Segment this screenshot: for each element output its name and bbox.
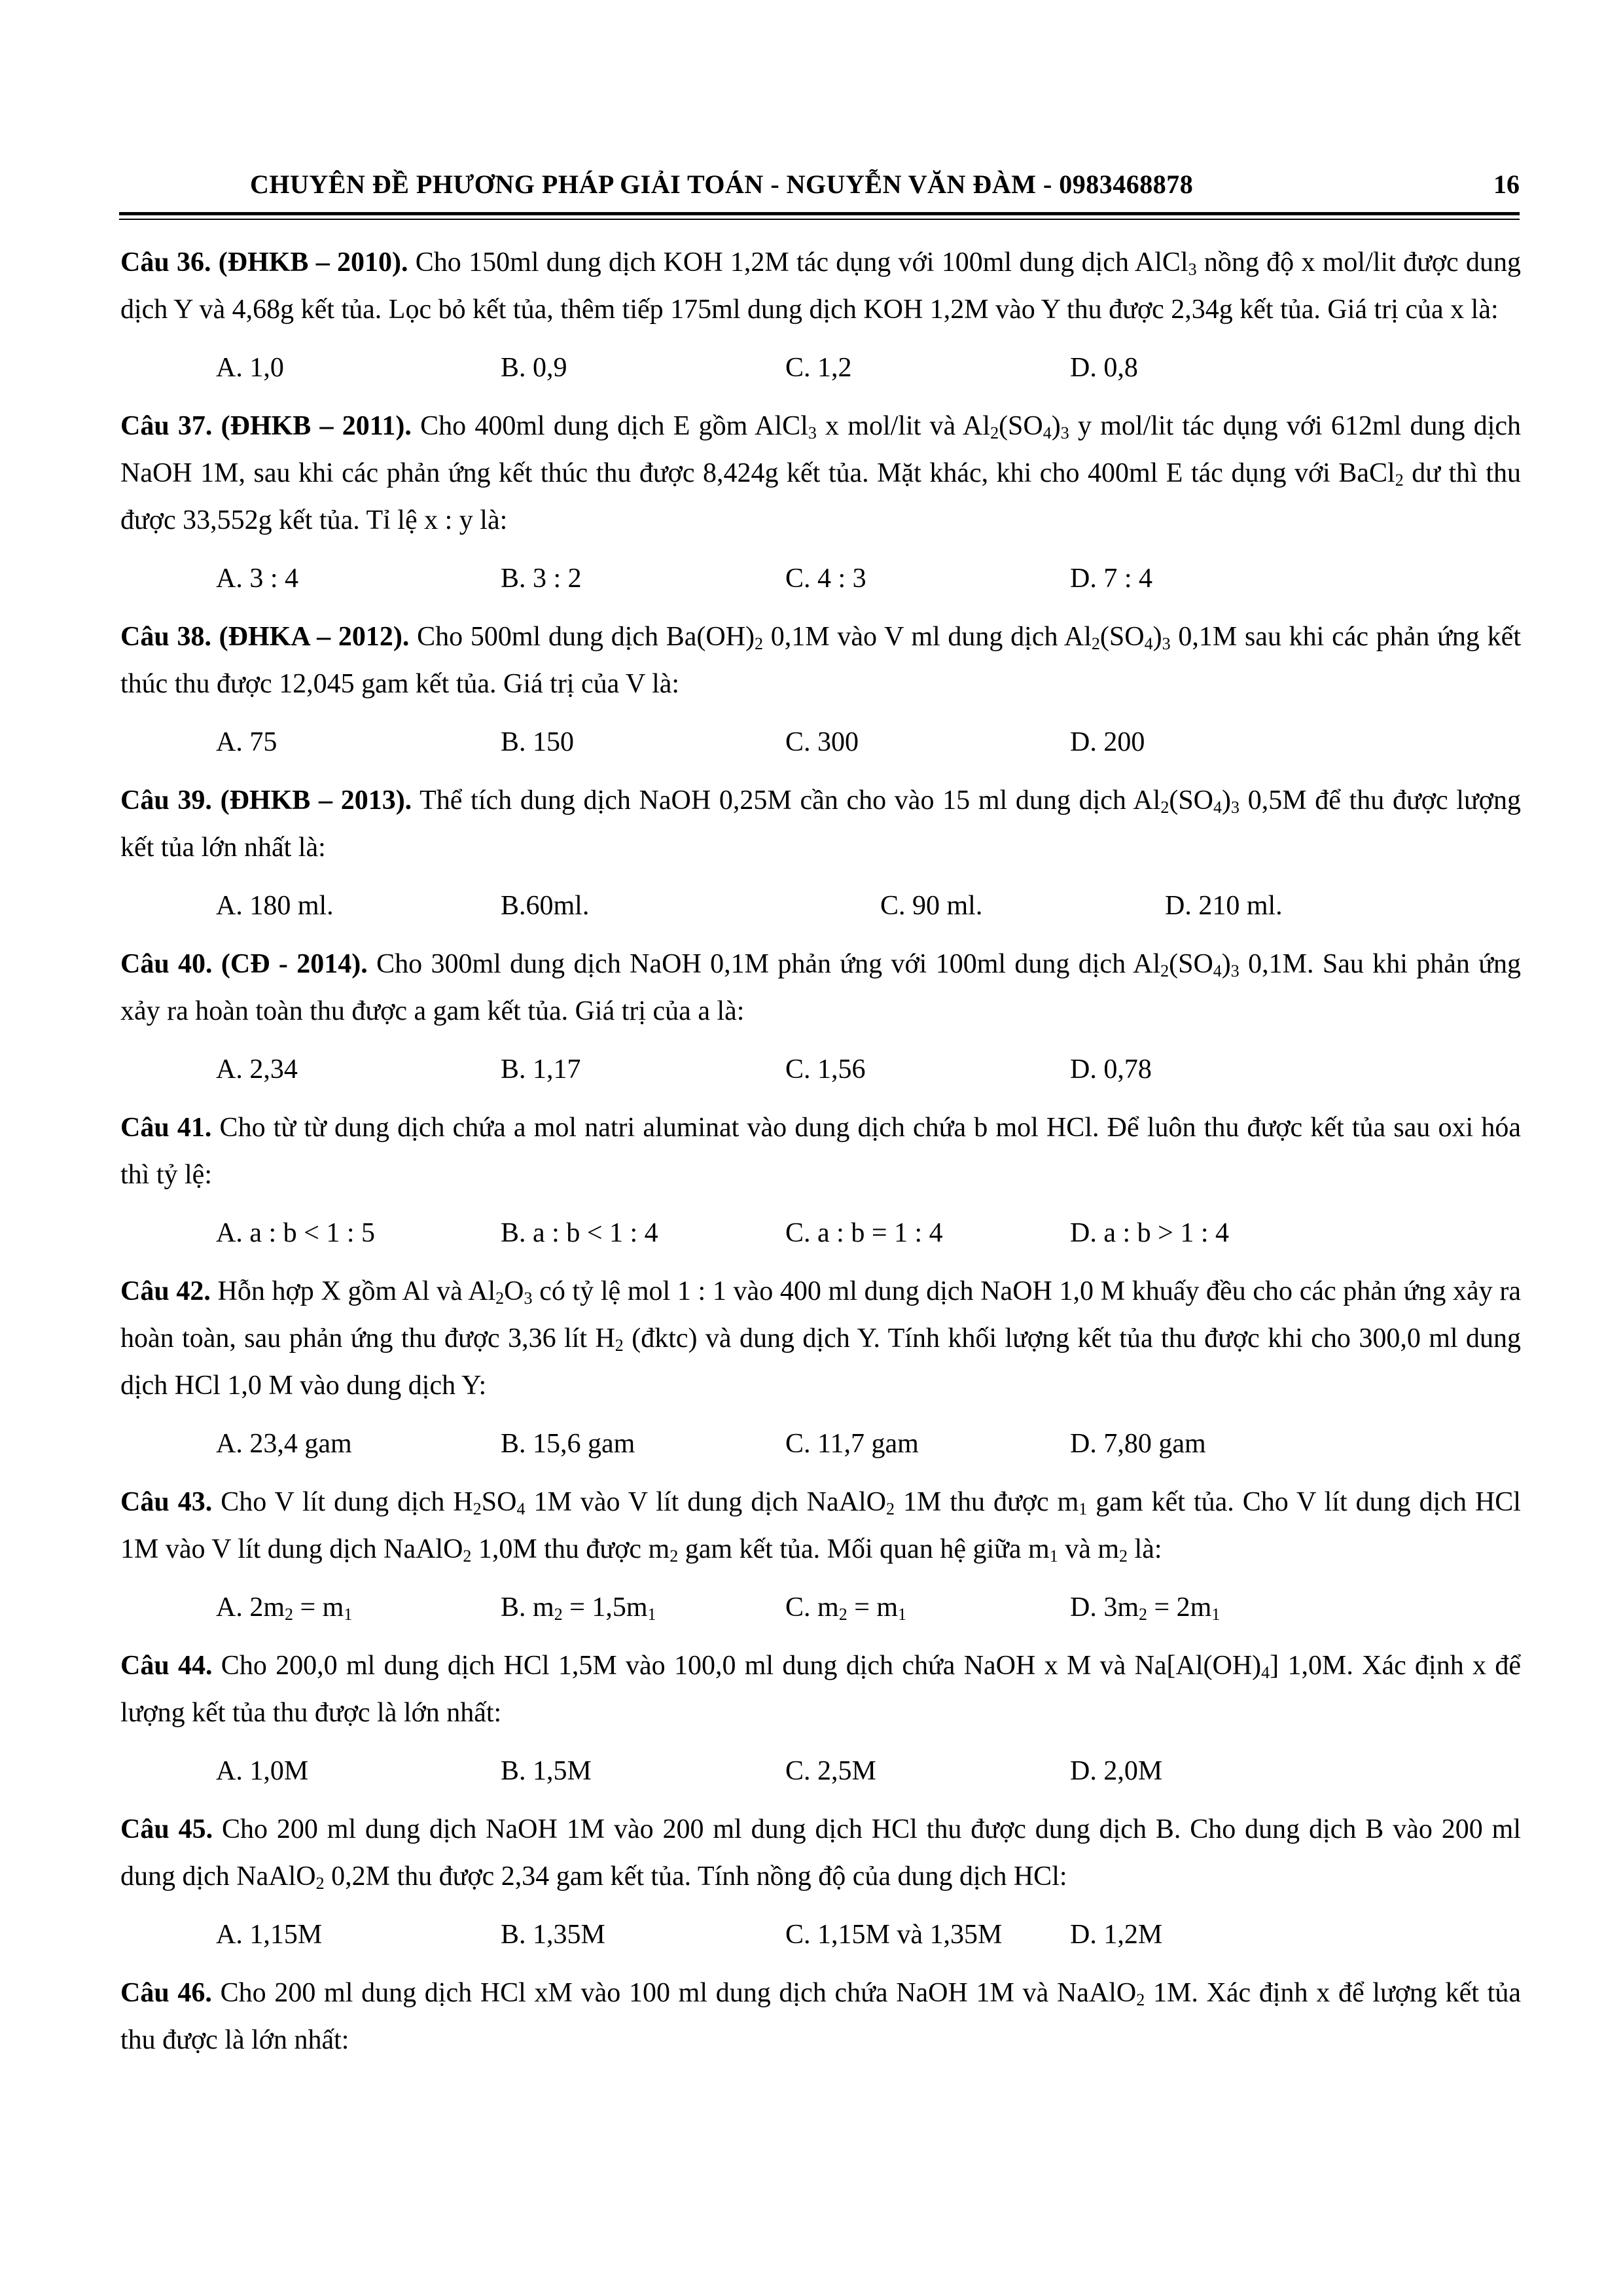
- question-label: Câu 39. (ĐHKB – 2013).: [120, 785, 412, 816]
- question-label: Câu 42.: [120, 1276, 211, 1306]
- answer-option: C. 2,5M: [785, 1756, 876, 1786]
- question-label: Câu 41.: [120, 1113, 212, 1143]
- answer-option: B.60ml.: [501, 891, 590, 921]
- question-text: Cho V lít dung dịch $H_2SO_4$ 1M vào V lít dung dịch NaAlO$_2$ 1M thu được $m_1$ gam kết tủa. Cho V lít dung dịch HCl 1M vào V lít dung dịch NaAlO$_2$ 1,0M thu được $m_2$ gam kết tủa. Mối quan hệ giữa $m_1$ và $m_2$ là:: [120, 1487, 1521, 1566]
- question-label: Câu 36. (ĐHKB – 2010).: [120, 247, 408, 278]
- answer-option: C. 90 ml.: [880, 891, 983, 921]
- answer-option: B. a : b < 1 : 4: [501, 1218, 658, 1248]
- question-text: Thể tích dung dịch NaOH 0,25M cần cho vào 15 ml dung dịch $Al_2(SO_4)_3$ 0,5M để thu được lượng kết tủa lớn nhất là:: [120, 785, 1521, 863]
- answer-options: [216, 882, 1521, 929]
- question-label: Câu 37. (ĐHKB – 2011).: [120, 411, 412, 441]
- answer-option: D. 2,0M: [1070, 1756, 1163, 1786]
- answer-option: A. 75: [216, 727, 277, 757]
- answer-option: C. 1,56: [785, 1054, 866, 1085]
- question: [120, 777, 1521, 871]
- page-header: [119, 169, 1520, 208]
- question: [120, 1479, 1521, 1573]
- answer-option: D. 7 : 4: [1070, 564, 1152, 594]
- answer-option: D. 0,8: [1070, 353, 1138, 383]
- answer-option: B. 15,6 gam: [501, 1429, 635, 1459]
- answer-option: A. 2,34: [216, 1054, 298, 1085]
- answer-option: C. 1,15M và 1,35M: [785, 1920, 1003, 1950]
- answer-options: [216, 555, 1521, 602]
- question-label: Câu 40. (CĐ - 2014).: [120, 949, 368, 979]
- question-text: Cho từ từ dung dịch chứa a mol natri aluminat vào dung dịch chứa b mol HCl. Để luôn thu được kết tủa sau oxi hóa thì tỷ lệ:: [120, 1113, 1521, 1190]
- question: [120, 941, 1521, 1035]
- answer-option: B. 3 : 2: [501, 564, 582, 594]
- answer-options: [216, 719, 1521, 766]
- answer-option: D. $3m_2 = 2m_1$: [1070, 1592, 1221, 1624]
- question-text: Hỗn hợp X gồm Al và $Al_2O_3$ có tỷ lệ mol 1 : 1 vào 400 ml dung dịch NaOH 1,0 M khuấy đều cho các phản ứng xảy ra hoàn toàn, sau phản ứng thu được 3,36 lít $H_2$ (đktc) và dung dịch Y. Tính khối lượng kết tủa thu được khi cho 300,0 ml dung dịch HCl 1,0 M vào dung dịch Y:: [120, 1276, 1521, 1401]
- question: [120, 403, 1521, 544]
- answer-option: A. 1,15M: [216, 1920, 323, 1950]
- answer-options: [216, 1584, 1521, 1631]
- answer-option: D. a : b > 1 : 4: [1070, 1218, 1229, 1248]
- answer-option: C. $m_2 = m_1$: [785, 1592, 907, 1624]
- answer-options: [216, 1748, 1521, 1795]
- question: [120, 1642, 1521, 1736]
- question-text: Cho 400ml dung dịch E gồm AlCl$_3$ x mol/lit và $Al_2(SO_4)_3$ y mol/lit tác dụng với 612ml dung dịch NaOH 1M, sau khi các phản ứng kết thúc thu được 8,424g kết tủa. Mặt khác, khi cho 400ml E tác dụng với BaCl$_2$ dư thì thu được 33,552g kết tủa. Tỉ lệ x : y là:: [120, 411, 1522, 535]
- answer-options: [216, 344, 1521, 391]
- answer-option: B. 1,35M: [501, 1920, 605, 1950]
- answer-option: A. 1,0M: [216, 1756, 309, 1786]
- answer-option: B. 0,9: [501, 353, 567, 383]
- question: [120, 1806, 1521, 1900]
- question-text: Cho 500ml dung dịch $Ba(OH)_2$ 0,1M vào V ml dung dịch $Al_2(SO_4)_3$ 0,1M sau khi các phản ứng kết thúc thu được 12,045 gam kết tủa. Giá trị của V là:: [120, 622, 1521, 699]
- question: [120, 1268, 1521, 1409]
- answer-option: A. a : b < 1 : 5: [216, 1218, 375, 1248]
- answer-option: D. 7,80 gam: [1070, 1429, 1206, 1459]
- answer-option: C. 11,7 gam: [785, 1429, 919, 1459]
- answer-option: D. 1,2M: [1070, 1920, 1163, 1950]
- answer-option: C. 1,2: [785, 353, 852, 383]
- question: [120, 239, 1521, 333]
- header-rule-thin: [119, 219, 1520, 220]
- question-label: Câu 44.: [120, 1651, 213, 1681]
- answer-options: [216, 1911, 1521, 1958]
- question-text: Cho 150ml dung dịch KOH 1,2M tác dụng với 100ml dung dịch AlCl$_3$ nồng độ x mol/lit được dung dịch Y và 4,68g kết tủa. Lọc bỏ kết tủa, thêm tiếp 175ml dung dịch KOH 1,2M vào Y thu được 2,34g kết tủa. Giá trị của x là:: [120, 247, 1521, 325]
- answer-option: B. $m_2 = 1,5m_1$: [501, 1592, 656, 1624]
- answer-option: D. 210 ml.: [1165, 891, 1283, 921]
- question-label: Câu 46.: [120, 1978, 212, 2008]
- answer-option: A. 180 ml.: [216, 891, 334, 921]
- question-text: Cho 200 ml dung dịch HCl xM vào 100 ml dung dịch chứa NaOH 1M và NaAlO$_2$ 1M. Xác định x để lượng kết tủa thu được là lớn nhất:: [120, 1978, 1521, 2055]
- answer-option: D. 200: [1070, 727, 1145, 757]
- answer-options: [216, 1046, 1521, 1093]
- answer-option: B. 1,17: [501, 1054, 581, 1085]
- answer-option: D. 0,78: [1070, 1054, 1152, 1085]
- question-label: Câu 38. (ĐHKA – 2012).: [120, 622, 410, 652]
- page-number: 16: [1493, 170, 1520, 199]
- answer-option: C. a : b = 1 : 4: [785, 1218, 943, 1248]
- header-title: CHUYÊN ĐỀ PHƯƠNG PHÁP GIẢI TOÁN - NGUYỄN VĂN ĐÀM - 0983468878: [250, 170, 1194, 199]
- answer-option: A. 3 : 4: [216, 564, 298, 594]
- answer-option: C. 300: [785, 727, 859, 757]
- question-text: Cho 300ml dung dịch NaOH 0,1M phản ứng với 100ml dung dịch $Al_2(SO_4)_3$ 0,1M. Sau khi phản ứng xảy ra hoàn toàn thu được a gam kết tủa. Giá trị của a là:: [120, 949, 1521, 1026]
- question-text: Cho 200 ml dung dịch NaOH 1M vào 200 ml dung dịch HCl thu được dung dịch B. Cho dung dịch B vào 200 ml dung dịch NaAlO$_2$ 0,2M thu được 2,34 gam kết tủa. Tính nồng độ của dung dịch HCl:: [120, 1814, 1521, 1893]
- question: [120, 1104, 1521, 1198]
- question: [120, 1969, 1521, 2064]
- question-label: Câu 45.: [120, 1814, 213, 1844]
- question-text: Cho 200,0 ml dung dịch HCl 1,5M vào 100,0 ml dung dịch chứa NaOH x M và $Na[Al(OH)_4]$ 1,0M. Xác định x để lượng kết tủa thu được là lớn nhất:: [120, 1651, 1521, 1728]
- answer-option: A. 23,4 gam: [216, 1429, 352, 1459]
- answer-option: A. 1,0: [216, 353, 284, 383]
- question-list: [120, 239, 1521, 2075]
- question-label: Câu 43.: [120, 1487, 213, 1517]
- answer-option: B. 1,5M: [501, 1756, 592, 1786]
- answer-option: A. $2m_2 = m_1$: [216, 1592, 353, 1624]
- answer-option: C. 4 : 3: [785, 564, 866, 594]
- question: [120, 613, 1521, 708]
- answer-options: [216, 1210, 1521, 1257]
- answer-options: [216, 1420, 1521, 1467]
- header-rule-thick: [119, 212, 1520, 215]
- answer-option: B. 150: [501, 727, 575, 757]
